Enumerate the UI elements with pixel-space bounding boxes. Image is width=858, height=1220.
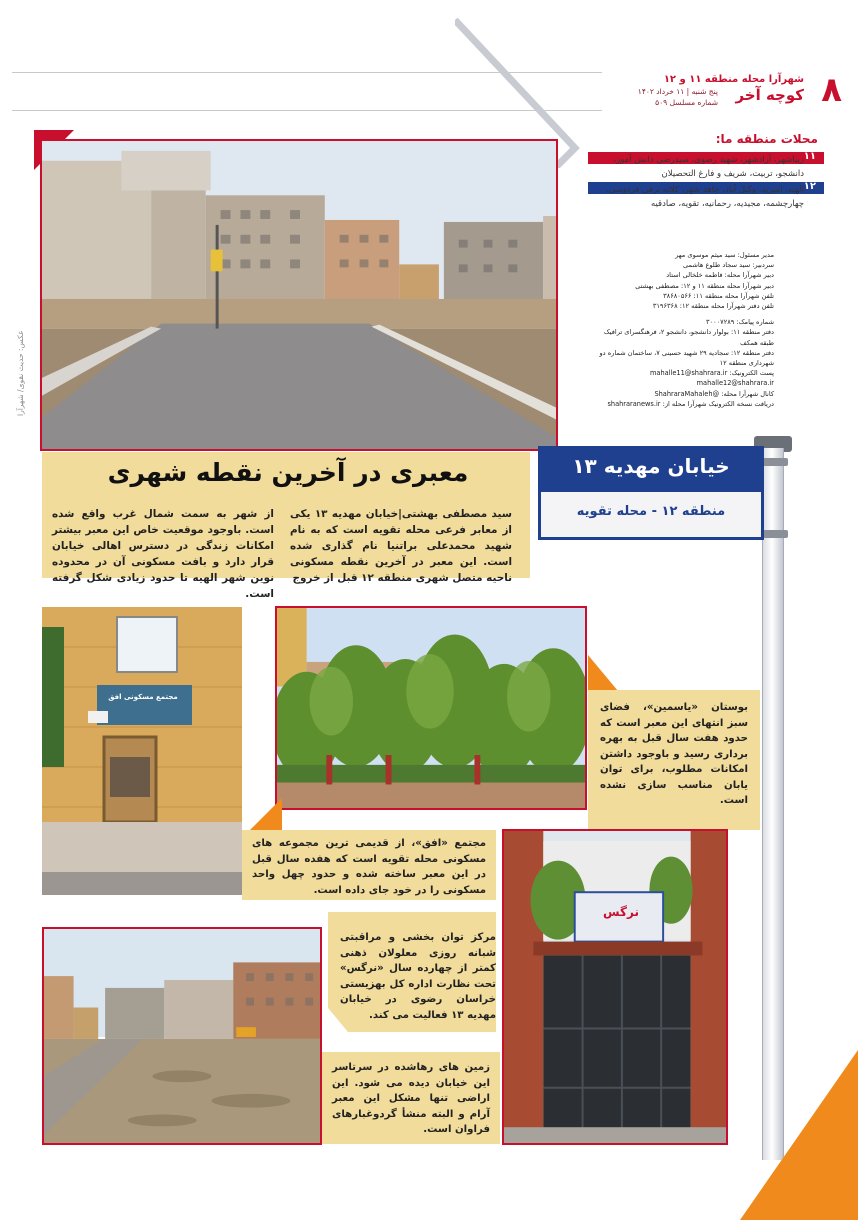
district-row-12: [588, 182, 818, 212]
orange-page-corner: [740, 1050, 858, 1220]
land-photo: [42, 927, 322, 1145]
complex-sign-text: مجتمع مسکونی افق: [108, 693, 178, 701]
header-date: پنج شنبه | ۱۱ خرداد ۱۴۰۲: [637, 87, 718, 96]
street-sign: [538, 446, 764, 540]
caption-land-box: [322, 1052, 500, 1144]
district-number: ۱۱: [803, 151, 816, 162]
credit-line: دفتر منطقه ۱۲: سجادیه ۲۹ شهید حسینی ۷، ساختمان شماره دو: [599, 348, 774, 357]
article-column-right: سید مصطفی بهشتی|خیابان مهدیه ۱۳ یکی از معابر فرعی محله تقویه است که به نام شهید محمدعلی براتنیا نام گذاری شده است. این معبر در آخرین نقطه مسکونی ناحیه متصل شهری منطقه ۱۲ قبل از خروج: [290, 508, 512, 584]
orange-corner: [588, 655, 618, 691]
caption-complex: مجتمع «افق»، از قدیمی ترین مجموعه های مسکونی محله تقویه است که هفده سال قبل در این معبر ساخته شده و حدود چهل واحد مسکونی را در خود جای داده است.: [252, 838, 486, 896]
credit-line: طبقه همکف: [740, 338, 774, 347]
street-name: خیابان مهدیه ۱۳: [572, 454, 730, 478]
article-column-left: از شهر به سمت شمال غرب واقع شده است. باوجود موقعیت خاص این معبر بیشتر امکانات زندگی در دسترس اهالی خیابان قرار دارد و بافت مسکونی آن در محدوده نوین شهر الهیه تا حدود زیادی شکل گرفته است.: [52, 508, 274, 600]
credit-line: تلفن دفتر شهرآرا محله منطقه ۱۲: ۳۱۹۶۳۶۸: [652, 302, 774, 311]
caption-complex-box: [242, 830, 496, 900]
credit-line: دبیر شهرآرا محله منطقه ۱۱ و ۱۲: مصطفی بهشتی: [635, 281, 774, 290]
credit-line: دفتر منطقه ۱۱: بولوار دانشجو، دانشجو ۲، فرهنگسرای ترافیک: [603, 328, 774, 337]
caption-park: بوستان «یاسمین»، فضای سبز انتهای این معبر است که حدود هفت سال قبل به بهره برداری رسید و باوجود داشتن امکانات مطلوب، برای توان یابان مناسب سازی نشده است.: [600, 702, 748, 806]
page-number: ۸: [821, 70, 842, 110]
credit-line: پست الکترونیک: mahalle11@shahrara.ir: [649, 369, 774, 378]
caption-center: مرکز توان بخشی و مراقبتی شبانه روزی معلولان ذهنی کمتر از چهارده سال «نرگس» تحت نظارت اداره کل بهزیستی خراسان رضوی در خیابان مهدیه ۱۳ فعالیت می کند.: [340, 932, 496, 1021]
credit-line: دبیر شهرآرا محله: فاطمه خلخالی استاد: [666, 271, 774, 280]
district-label: منطقه ۱۲ - محله تقویه: [576, 504, 726, 519]
credit-line: سردبیر: سید سجاد طلوع هاشمی: [683, 261, 774, 270]
district-text: زیباشهر، آزادشهر، شهید رضوی، سیدرضی دانش آموز، دانشجو، تربیت، شریف و فارغ التحصیلان: [613, 155, 804, 179]
header-kicker: شهرآرا محله منطقه ۱۱ و ۱۲: [663, 74, 804, 85]
credit-line: مدیر مسئول: سید میثم موسوی مهر: [675, 251, 774, 259]
complex-photo: [42, 607, 242, 895]
sign-bottom-panel: [538, 492, 764, 540]
center-photo: [502, 829, 728, 1145]
caption-park-box: [588, 690, 760, 830]
credit-line: کانال شهرآرا محله: @ShahraraMahaleh: [654, 389, 774, 398]
district-text: الهیه، امیریه، وکیل آباد، جاهد شهر، کلاته برفی فردوسی، چهارچشمه، مجیدیه، رحمانیه، تقویه، صادقیه: [605, 185, 804, 209]
credit-line: mahalle12@shahrara.ir: [696, 379, 774, 388]
credit-line: شماره پیامک: ۳۰۰۰۷۲۸۹: [705, 318, 774, 327]
credit-line: دریافت نسخه الکترونیک شهرآرا محله از: shahraranews.ir: [607, 399, 774, 408]
credit-line: شهرداری منطقه ۱۲: [719, 359, 774, 368]
district-row-11: [588, 152, 818, 182]
section-title: کوچه آخر: [735, 86, 804, 104]
caption-center-box: [340, 930, 496, 1022]
photo-credit: عکس: حدیث نقوی/ شهرآرا: [16, 330, 25, 416]
park-photo: [275, 606, 587, 810]
district-number: ۱۲: [803, 181, 816, 192]
credit-line: تلفن شهرآرا محله منطقه ۱۱: ۳۸۶۸۰۵۶۶: [663, 291, 774, 300]
street-photo: [40, 139, 558, 451]
header-issue: شماره مسلسل ۵۰۹: [655, 98, 718, 107]
sidebar-title: محلات منطقه ما:: [715, 132, 818, 146]
main-title: معبری در آخرین نقطه شهری: [107, 458, 469, 487]
masthead-credits: [599, 250, 774, 409]
center-sign-text: نرگس: [603, 905, 639, 919]
caption-land: زمین های رهاشده در سرتاسر این خیابان دیده می شود. این اراضی تنها مشکل این معبر آرام و البته منشأ گردوغبارهای فراوان است.: [332, 1062, 490, 1135]
sign-top-panel: [538, 446, 764, 492]
